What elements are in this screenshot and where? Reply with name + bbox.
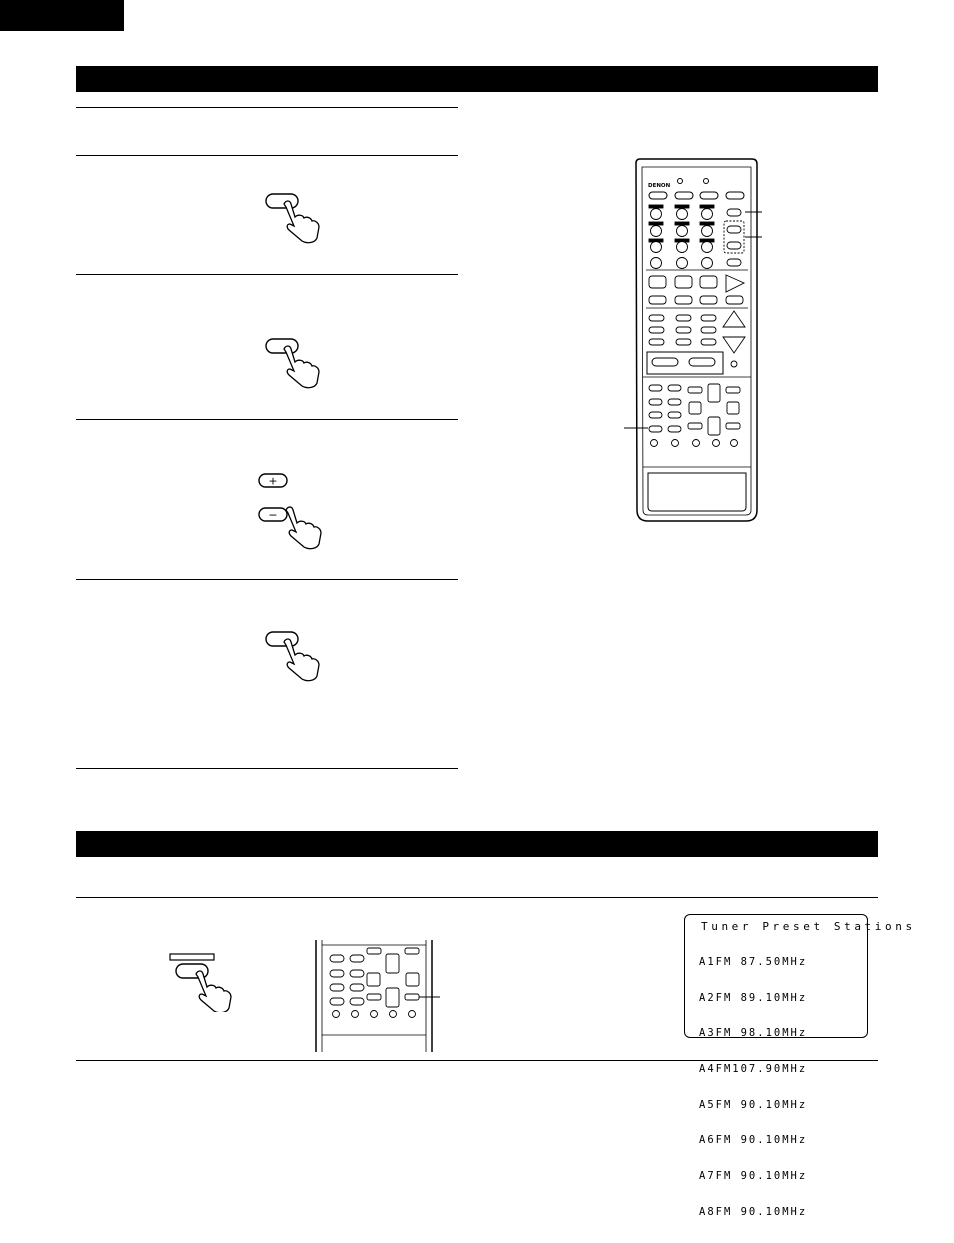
pointing-hand-icon (284, 201, 319, 243)
pointing-hand-icon (284, 346, 319, 388)
display-title: Tuner Preset Stations (701, 920, 916, 933)
step-divider (76, 274, 458, 275)
remote-control-illustration (600, 155, 780, 525)
remote-key-button[interactable] (266, 339, 298, 353)
step-divider (76, 579, 458, 580)
press-button-illustration (262, 190, 332, 245)
plus-symbol: + (268, 474, 278, 488)
preset-row: A4FM107.90MHz (699, 1062, 808, 1075)
remote-key-button[interactable] (266, 632, 298, 646)
preset-row: A6FM 90.10MHz (699, 1134, 808, 1147)
remote-key-button[interactable] (266, 194, 298, 208)
preset-row: A8FM 90.10MHz (699, 1205, 808, 1218)
preset-row: A7FM 90.10MHz (699, 1170, 808, 1183)
step-divider (76, 897, 878, 898)
press-button-illustration (166, 950, 248, 1012)
remote-partial-illustration (312, 940, 452, 1054)
pointing-hand-icon (196, 971, 231, 1012)
section-header-bar-2 (76, 831, 878, 857)
step-divider (76, 107, 458, 108)
pointing-hand-icon (286, 507, 321, 549)
preset-row: A2FM 89.10MHz (699, 991, 808, 1004)
tuner-preset-display (684, 914, 916, 1218)
press-button-illustration (262, 335, 332, 390)
plus-minus-buttons-illustration (255, 470, 335, 550)
minus-symbol: − (268, 508, 278, 522)
step-divider (76, 155, 458, 156)
press-button-illustration (262, 628, 332, 683)
step-divider (76, 768, 458, 769)
preset-row: A3FM 98.10MHz (699, 1027, 808, 1040)
remote-brand-logo: DENON (648, 183, 671, 189)
preset-station-list (699, 933, 807, 1243)
step-divider (76, 419, 458, 420)
corner-language-tab (0, 0, 124, 31)
preset-row: A5FM 90.10MHz (699, 1098, 808, 1111)
pointing-hand-icon (284, 639, 319, 681)
section-header-bar-1 (76, 66, 878, 92)
button-label-plate (170, 954, 214, 960)
preset-row: A1FM 87.50MHz (699, 955, 808, 968)
